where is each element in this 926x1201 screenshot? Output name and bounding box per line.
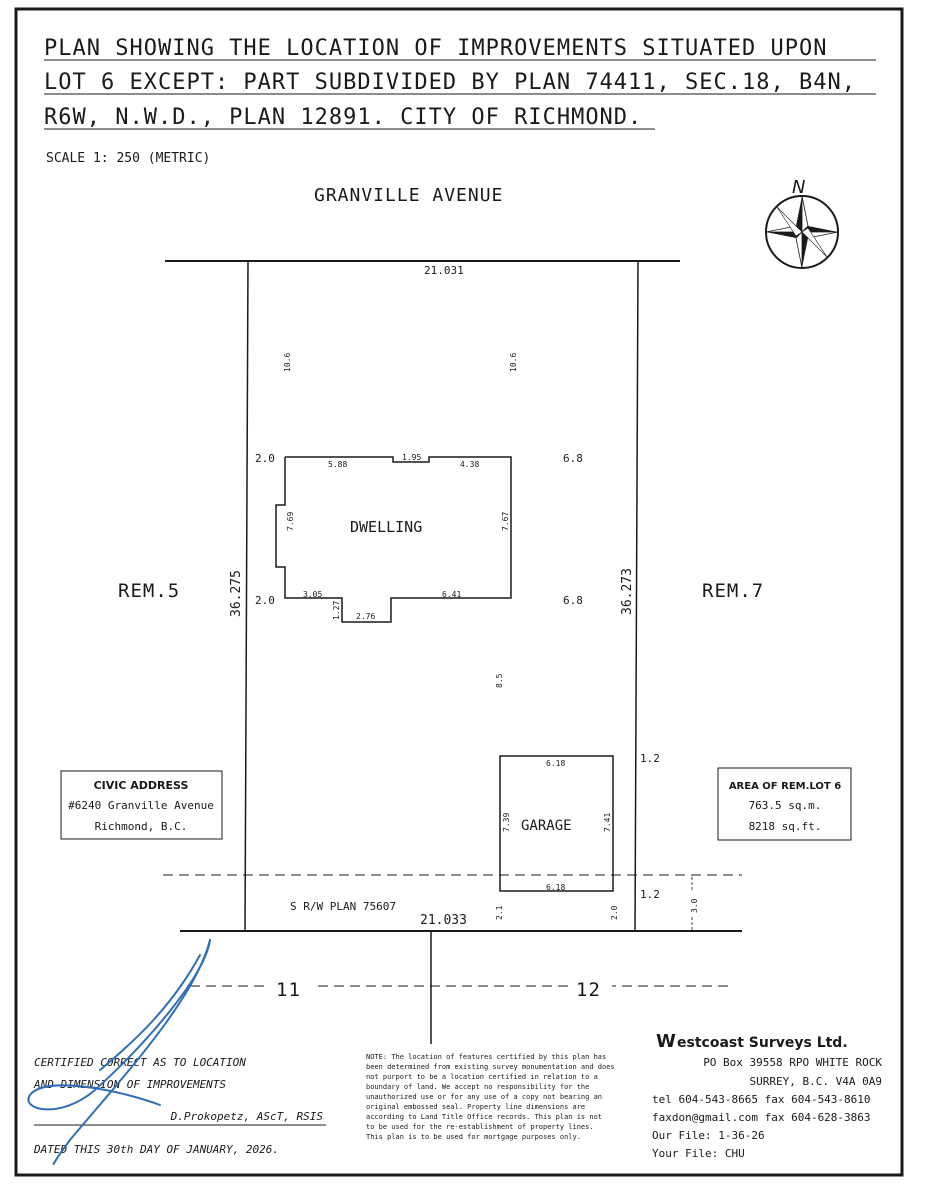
neighbor-lot12-label: 12 [576,979,601,1001]
note-line: to be used for the re-establishment of property lines. [366,1123,594,1131]
row-width-label: 3.0 [690,898,699,913]
your-file: Your File: CHU [652,1147,745,1160]
garage-label: GARAGE [521,818,572,834]
left-property-line [245,261,248,931]
dwelling-dim-bottom-c: 2.76 [356,612,376,621]
dwelling-front-setback-left: 10.6 [283,352,292,372]
company-logo-letter: W [656,1031,676,1052]
dwelling-dim-top-c: 4.38 [460,460,480,469]
company-email: faxdon@gmail.com fax 604-628-3863 [652,1111,871,1124]
note-line: according to Land Title Office records. This plan is not [366,1113,603,1121]
garage-dim-left: 7.39 [502,812,511,832]
company-name: estcoast Surveys Ltd. [677,1035,848,1051]
garage-side-right-top: 1.2 [640,752,660,765]
dwelling-dim-top-b: 1.95 [402,453,422,462]
dwelling-side-right-bottom: 6.8 [563,594,583,607]
note-line: been determined from existing survey monumentation and does [366,1063,615,1071]
civic-line-1: #6240 Granville Avenue [68,799,214,812]
certification-line-1: CERTIFIED CORRECT AS TO LOCATION [34,1056,246,1069]
certification-dated: DATED THIS 30th DAY OF JANUARY, 2026. [34,1143,280,1156]
company-address-1: PO Box 39558 RPO WHITE ROCK [703,1056,882,1069]
surveyor-signature [28,940,210,1164]
dwelling-front-setback-right: 10.6 [509,352,518,372]
note-line: original embossed seal. Property line dimensions are [366,1103,586,1111]
note-line: unauthorized use or for any use of a copy not bearing an [366,1093,603,1101]
north-label: N [792,177,806,198]
right-property-line [635,261,638,931]
dwelling-label: DWELLING [350,518,423,536]
rear-width-label: 21.033 [420,913,467,928]
dwelling-dim-bump: 1.27 [332,600,341,620]
garage-rear-right: 2.0 [610,905,619,920]
garage-dim-top: 6.18 [546,759,566,768]
left-depth-label: 36.275 [229,570,244,617]
dwelling-dim-bottom-a: 3.05 [303,590,323,599]
dwelling-side-left-bottom: 2.0 [255,594,275,607]
garage-side-right-bottom: 1.2 [640,888,660,901]
neighbor-rem7-label: REM.7 [702,580,765,602]
our-file: Our File: 1-36-26 [652,1129,765,1142]
scale-label: SCALE 1: 250 (METRIC) [46,151,211,166]
area-imperial: 8218 sq.ft. [748,820,822,833]
neighbor-lot11-label: 11 [276,979,301,1001]
note-line: not purport to be a location certified in relation to a [366,1073,598,1081]
note-line: NOTE: The location of features certified by this plan has [366,1053,607,1061]
dwelling-side-left-top: 2.0 [255,452,275,465]
surveyor-name: D.Prokopetz, AScT, RSIS [170,1110,323,1123]
row-label: S R/W PLAN 75607 [290,900,396,913]
garage-setback-from-dwelling: 8.5 [495,673,504,688]
title-line-1: PLAN SHOWING THE LOCATION OF IMPROVEMENTS SITUATED UPON [44,36,828,61]
company-phone: tel 604-543-8665 fax 604-543-8610 [652,1093,871,1106]
civic-heading: CIVIC ADDRESS [93,779,189,792]
dwelling-dim-bottom-b: 6.41 [442,590,462,599]
area-metric: 763.5 sq.m. [748,799,822,812]
dwelling-dim-top-a: 5.88 [328,460,348,469]
garage-dim-right: 7.41 [603,812,612,832]
garage-rear-left: 2.1 [495,905,504,920]
dwelling-dim-right: 7.67 [501,511,510,531]
certification-line-2: AND DIMENSION OF IMPROVEMENTS [34,1078,227,1091]
title-line-2: LOT 6 EXCEPT: PART SUBDIVIDED BY PLAN 74411, SEC.18, B4N, [44,70,856,95]
title-line-3: R6W, N.W.D., PLAN 12891. CITY OF RICHMOND. [44,105,643,130]
garage-dim-bottom: 6.18 [546,883,566,892]
north-arrow-icon [766,196,838,268]
civic-line-2: Richmond, B.C. [94,820,188,833]
note-line: This plan is to be used for mortgage purposes only. [366,1133,581,1141]
street-name: GRANVILLE AVENUE [314,185,504,206]
area-heading: AREA OF REM.LOT 6 [728,781,842,792]
right-depth-label: 36.273 [620,568,635,615]
disclaimer-note [366,1053,615,1141]
front-width-label: 21.031 [424,264,464,277]
company-address-2: SURREY, B.C. V4A 0A9 [749,1075,882,1088]
dwelling-side-right-top: 6.8 [563,452,583,465]
dwelling-dim-left: 7.69 [286,511,295,531]
note-line: boundary of land. We accept no responsibility for the [366,1083,590,1091]
neighbor-rem5-label: REM.5 [118,580,181,602]
